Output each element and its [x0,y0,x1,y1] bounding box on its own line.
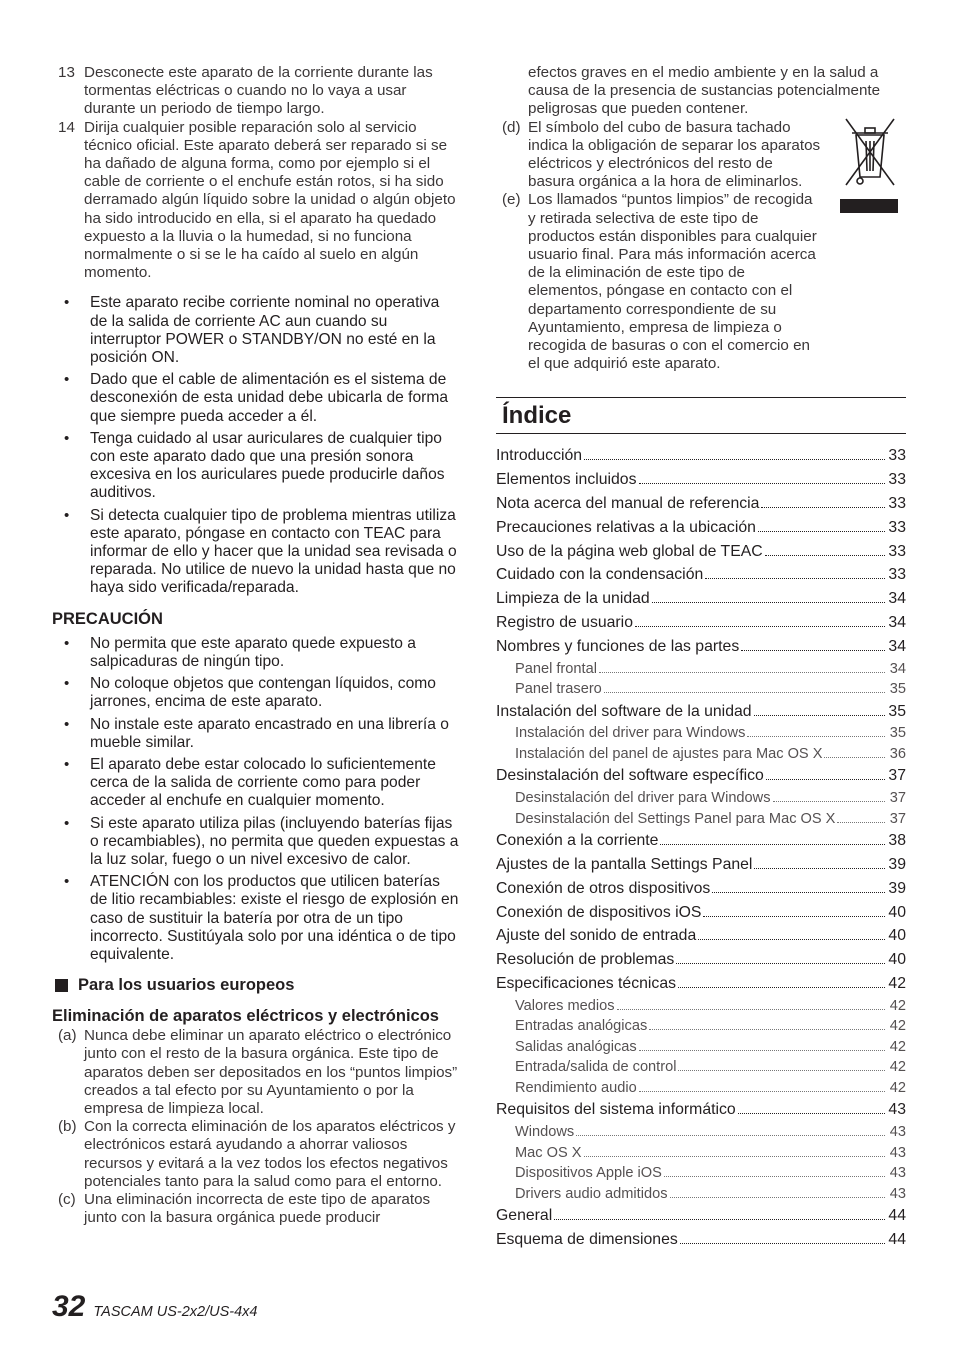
eu-heading [52,976,460,995]
toc-entry [496,635,906,659]
toc-title: Valores medios [515,997,615,1014]
item-text: Nunca debe eliminar un aparato eléctrico o electrónico junto con el resto de la basura orgánica. Este tipo de aparatos deben ser depositados en los “puntos limpios” creados a tal efecto por su Ayuntamiento o por la empresa de limpieza local. [84,1027,458,1117]
toc-leader [747,736,885,737]
bullet-item [52,507,460,598]
table-of-contents [496,444,906,1251]
toc-page: 43 [889,1144,906,1161]
toc-page: 42 [889,1018,906,1035]
bullet-text: ATENCIÓN con los productos que utilicen baterías de litio recambiables: existe el riesgo de explosión en caso de sustituir la batería por otra de un tipo incorrecto. Sustitúyala solo por una idéntica o de tipo equivalente. [90,873,459,963]
bullet-text: Dado que el cable de alimentación es el sistema de desconexión de esta unidad debe ubicarla de forma que siempre pueda acceder a él. [90,371,449,425]
bullet-item [52,873,460,964]
toc-page: 35 [888,702,906,720]
bullet-item [52,756,460,811]
bullet-text: No coloque objetos que contengan líquidos, como jarrones, encima de este aparato. [90,675,436,711]
numbered-item [52,119,460,283]
toc-subentry [496,1057,906,1078]
toc-title: Ajuste del sonido de entrada [496,927,697,945]
numbered-item [52,64,460,119]
toc-page: 42 [889,997,906,1014]
item-text: Con la correcta eliminación de los aparatos eléctricos y electrónicos estará ayudando a ahorrar valiosos recursos y evitará a la vez todos los efectos negativos potenciales tanto para la salud como para el entorno. [84,1118,456,1190]
toc-leader [837,822,885,823]
lettered-item [496,119,822,192]
toc-subentry [496,1037,906,1058]
toc-page: 35 [889,725,906,742]
item-text: Los llamados “puntos limpios” de recogida y retirada selectiva de este tipo de productos están disponibles para cualquier usuario final. Para más información acerca de la eliminación de este tipo de elementos, póngase en contacto con el departamento correspondiente de su Ayuntamiento, empresa de limpieza o recogida de basuras o con el comercio en el que adquirió este aparato. [528,191,817,373]
toc-title: Panel frontal [515,660,597,677]
toc-page: 43 [889,1124,906,1141]
toc-entry [496,901,906,925]
toc-leader [824,757,885,758]
toc-title: Precauciones relativas a la ubicación [496,518,756,536]
toc-entry [496,444,906,468]
toc-title: Nota acerca del manual de referencia [496,495,760,513]
toc-subentry [496,659,906,680]
toc-leader [670,1197,886,1198]
lettered-item [496,191,822,373]
toc-title: Conexión de dispositivos iOS [496,903,702,921]
continuation-text: efectos graves en el medio ambiente y en la salud a causa de la presencia de sustancias potencialmente peligrosas que pueden contener. [528,64,881,118]
toc-subentry [496,723,906,744]
bullet-item [52,294,460,367]
bullet-text: El aparato debe estar colocado lo suficientemente cerca de la salida de corriente como para poder acceder al enchufe en cualquier momento. [90,755,436,810]
toc-subentry [496,1184,906,1205]
left-column [52,64,460,1227]
index-title-bar [496,397,906,434]
toc-page: 42 [889,1059,906,1076]
toc-title: Dispositivos Apple iOS [515,1165,662,1182]
toc-title: Requisitos del sistema informático [496,1101,736,1119]
toc-page: 35 [889,681,906,698]
toc-page: 43 [888,1101,906,1119]
toc-leader [639,1050,885,1051]
toc-leader [639,483,886,484]
toc-page: 34 [889,660,906,677]
toc-page: 43 [889,1165,906,1182]
toc-page: 33 [888,495,906,513]
bullet-list-safety [52,294,460,597]
bullet-text: Si detecta cualquier tipo de problema mientras utiliza este aparato, póngase en contacto con TEAC para informar de ello y hacer que la unidad sea revisada o reparada. No utilice de nuevo la unidad hasta que no haya sido verificada/reparada. [90,506,457,597]
toc-title: General [496,1207,553,1225]
bullet-text: Si este aparato utiliza pilas (incluyendo baterías fijas o recambiables), no permita que queden expuestas a la luz solar, fuego o un nivel excesivo de calor. [90,814,459,868]
toc-entry [496,972,906,996]
toc-subentry [496,1078,906,1099]
toc-title: Especificaciones técnicas [496,975,676,992]
toc-leader [584,459,885,460]
item-letter: (b) [58,1118,77,1136]
index-title: Índice [502,401,572,429]
toc-leader [703,916,885,917]
toc-subentry [496,1143,906,1164]
toc-entry [496,563,906,587]
toc-title: Ajustes de la pantalla Settings Panel [496,856,753,874]
toc-leader [554,1219,885,1220]
toc-entry [496,468,906,492]
toc-title: Salidas analógicas [515,1038,637,1055]
model-name: TASCAM US-2x2/US-4x4 [93,1304,258,1320]
toc-page: 39 [888,856,906,874]
bullet-item [52,815,460,870]
item-letter: (e) [502,191,521,209]
right-column [496,64,906,1252]
toc-leader [766,779,885,780]
toc-entry [496,492,906,516]
toc-entry [496,700,906,724]
toc-subentry [496,996,906,1017]
toc-page: 37 [889,790,906,807]
page-footer [52,1290,257,1324]
bullet-text: Tenga cuidado al usar auriculares de cualquier tipo con este aparato dado que una presión sonora excesiva en los auriculares puede producirle daños auditivos. [90,429,445,502]
toc-entry [496,877,906,901]
toc-page: 42 [889,1038,906,1055]
toc-leader [765,555,885,556]
toc-leader [761,507,885,508]
toc-entry [496,1204,906,1228]
toc-page: 39 [888,879,906,897]
toc-entry [496,587,906,611]
toc-title: Elementos incluidos [496,471,637,489]
bullet-icon: • [64,755,70,773]
toc-subentry [496,809,906,830]
item-letter: (c) [58,1190,76,1208]
toc-page: 40 [888,903,906,921]
toc-entry [496,1098,906,1122]
toc-title: Introducción [496,447,583,465]
bullet-icon: • [64,873,70,891]
bullet-icon: • [64,429,70,447]
toc-entry [496,948,906,972]
toc-leader [604,692,885,693]
bullet-text: No permita que este aparato quede expuesto a salpicaduras de ningún tipo. [90,634,416,670]
toc-entry [496,764,906,788]
toc-title: Entrada/salida de control [515,1059,677,1076]
bullet-list-precaucion [52,635,460,964]
toc-page: 40 [888,951,906,969]
bullet-text: Este aparato recibe corriente nominal no operativa de la salida de corriente AC aun cuando su interruptor POWER o STANDBY/ON no esté en la posición ON. [90,294,440,367]
toc-entry [496,853,906,877]
toc-leader [652,602,885,603]
toc-leader [678,987,885,988]
bullet-icon: • [64,675,70,693]
toc-leader [698,939,885,940]
toc-entry [496,540,906,564]
lettered-item [52,1118,460,1191]
item-text: El símbolo del cubo de basura tachado indica la obligación de separar los aparatos eléctricos y electrónicos del resto de basura orgánica a la hora de eliminarlos. [528,118,821,191]
toc-leader [660,844,885,845]
toc-page: 42 [889,1079,906,1096]
lettered-list-left [52,1027,460,1227]
toc-page: 37 [889,810,906,827]
toc-entry [496,1228,906,1252]
square-bullet-icon [55,979,68,992]
toc-page: 33 [888,542,906,560]
toc-title: Nombres y funciones de las partes [496,637,740,655]
toc-title: Instalación del panel de ajustes para Mac OS X [515,745,823,762]
item-text: Desconecte este aparato de la corriente durante las tormentas eléctricas o cuando no lo vaya a usar durante un periodo de tiempo largo. [84,64,433,118]
toc-title: Entradas analógicas [515,1018,648,1035]
toc-leader [617,1009,886,1010]
toc-page: 34 [888,614,906,632]
item-text: Dirija cualquier posible reparación solo al servicio técnico oficial. Este aparato deberá ser reparado si se ha dañado de alguna forma, como por ejemplo si el cable de corriente o el enchufe están rotos, si ha sido derramado algún líquido sobre la unidad o algún objeto ha sido introducido en ella, si el aparato ha quedado expuesto a la lluvia o la humedad, si no funciona normalmente o si se le ha caído al suelo en algún momento. [84,118,456,282]
toc-title: Rendimiento audio [515,1079,637,1096]
toc-leader [680,1243,885,1244]
bullet-icon: • [64,506,70,524]
toc-title: Registro de usuario [496,614,633,632]
item-letter: (d) [502,118,521,136]
toc-page: 42 [888,975,906,992]
toc-subentry [496,1163,906,1184]
elim-heading: Eliminación de aparatos eléctricos y electrónicos [52,1007,439,1026]
toc-leader [705,578,885,579]
toc-leader [599,672,885,673]
toc-title: Mac OS X [515,1144,582,1161]
toc-entry [496,611,906,635]
bullet-icon: • [64,294,70,312]
numbered-list [52,64,460,282]
toc-entry [496,516,906,540]
toc-title: Cuidado con la condensación [496,566,704,584]
toc-page: 44 [888,1230,906,1248]
toc-page: 43 [889,1185,906,1202]
toc-title: Conexión de otros dispositivos [496,879,711,897]
toc-leader [649,1029,885,1030]
item-number: 13 [58,64,75,81]
toc-title: Conexión a la corriente [496,832,659,850]
toc-page: 36 [889,745,906,762]
toc-entry [496,829,906,853]
toc-title: Windows [515,1124,575,1141]
toc-title: Esquema de dimensiones [496,1230,678,1248]
toc-page: 33 [888,471,906,489]
item-text: Una eliminación incorrecta de este tipo de aparatos junto con la basura orgánica puede producir [84,1190,431,1227]
toc-title: Desinstalación del Settings Panel para Mac OS X [515,810,836,827]
toc-subentry [496,1122,906,1143]
eu-heading-text: Para los usuarios europeos [78,976,295,995]
toc-leader [712,892,885,893]
bullet-icon: • [64,814,70,832]
toc-leader [678,1070,885,1071]
toc-page: 37 [888,767,906,785]
toc-entry [496,924,906,948]
toc-leader [635,626,885,627]
bullet-icon: • [64,715,70,733]
toc-subentry [496,788,906,809]
toc-title: Panel trasero [515,681,602,698]
toc-leader [754,715,885,716]
bullet-text: No instale este aparato encastrado en una librería o mueble similar. [90,715,449,751]
bullet-icon: • [64,371,70,389]
toc-title: Resolución de problemas [496,951,675,969]
toc-leader [758,531,885,532]
toc-subentry [496,744,906,765]
weee-block [496,119,906,374]
crossed-bin-icon [838,115,902,213]
toc-title: Instalación del driver para Windows [515,725,746,742]
toc-subentry [496,679,906,700]
toc-leader [676,963,885,964]
toc-page: 44 [888,1207,906,1225]
toc-leader [773,801,885,802]
toc-leader [639,1091,885,1092]
toc-title: Desinstalación del software específico [496,767,764,785]
bullet-item [52,675,460,711]
bullet-item [52,430,460,503]
toc-leader [576,1135,885,1136]
bullet-item [52,716,460,752]
toc-leader [664,1176,885,1177]
bullet-item [52,371,460,426]
toc-leader [584,1156,886,1157]
toc-page: 33 [888,447,906,465]
toc-subentry [496,1016,906,1037]
toc-leader [738,1113,885,1114]
lettered-item [52,1191,460,1227]
lettered-item [52,1027,460,1118]
toc-leader [754,868,885,869]
toc-title: Limpieza de la unidad [496,590,650,608]
bullet-icon: • [64,634,70,652]
bullet-item [52,635,460,671]
toc-page: 38 [888,832,906,850]
toc-title: Uso de la página web global de TEAC [496,542,763,560]
toc-page: 34 [888,637,906,655]
toc-title: Drivers audio admitidos [515,1185,668,1202]
item-number: 14 [58,118,75,136]
toc-title: Instalación del software de la unidad [496,702,752,720]
page-number: 32 [52,1290,86,1323]
toc-page: 40 [888,927,906,945]
toc-page: 33 [888,566,906,584]
toc-page: 33 [888,518,906,536]
item-letter: (a) [58,1027,77,1045]
toc-leader [741,650,885,651]
precaucion-heading: PRECAUCIÓN [52,609,163,628]
toc-page: 34 [888,590,906,608]
toc-title: Desinstalación del driver para Windows [515,790,771,807]
